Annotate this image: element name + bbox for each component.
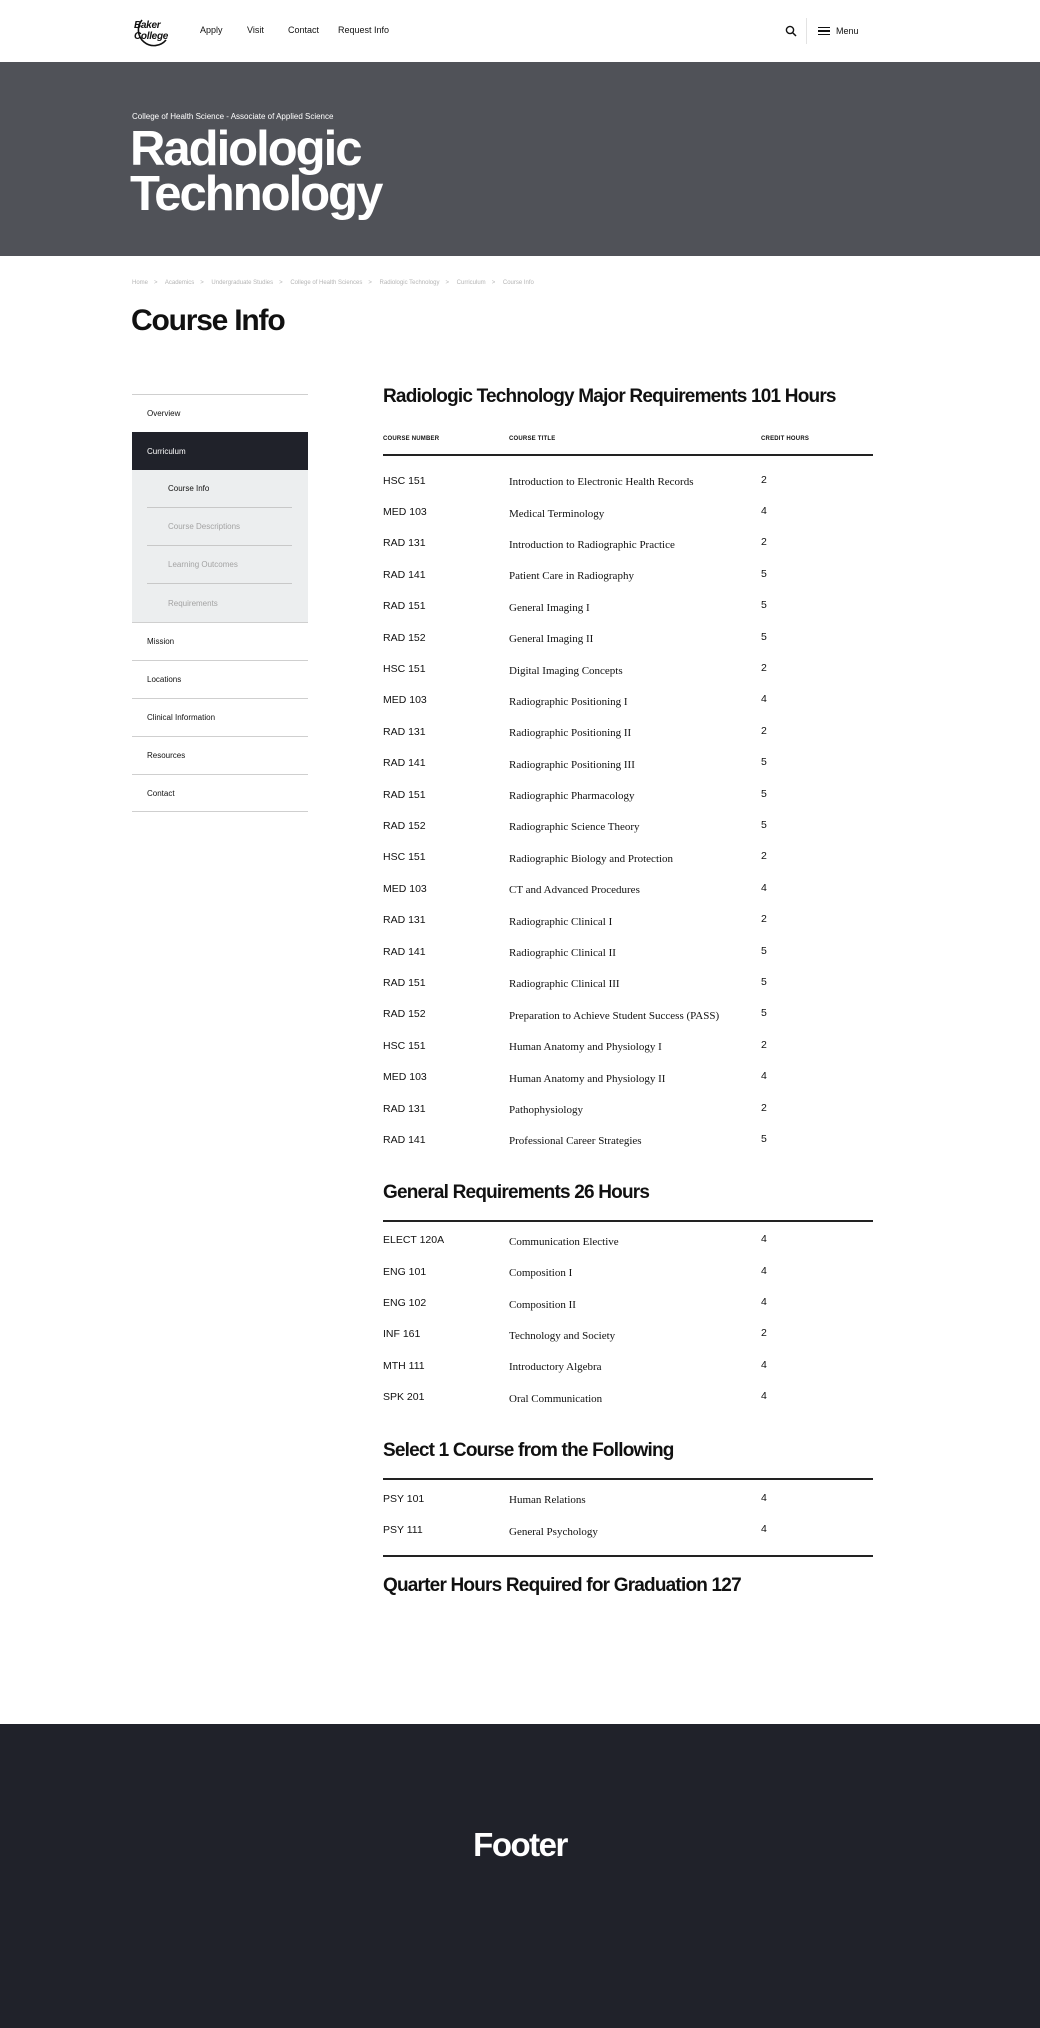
- sidebar-subitem-course-descriptions[interactable]: Course Descriptions: [147, 508, 292, 546]
- select-course-heading: Select 1 Course from the Following: [383, 1439, 674, 1461]
- course-info-content: [383, 386, 873, 1597]
- course-number-cell: RAD 131: [383, 1102, 426, 1115]
- course-title-cell: Radiographic Clinical II: [509, 947, 616, 960]
- table-row: [383, 1256, 873, 1287]
- credit-hours-cell: 5: [761, 944, 767, 957]
- credit-hours-cell: 2: [761, 1038, 767, 1051]
- header-course-number: COURSE NUMBER: [383, 436, 440, 442]
- table-row: [383, 748, 873, 779]
- table-row: [383, 716, 873, 747]
- course-number-cell: INF 161: [383, 1328, 421, 1341]
- credit-hours-cell: 2: [761, 473, 767, 486]
- table-row: [383, 810, 873, 841]
- header-credit-hours: CREDIT HOURS: [761, 436, 810, 442]
- course-title-cell: Communication Elective: [509, 1235, 619, 1248]
- table-row: [383, 1093, 873, 1124]
- course-number-cell: RAD 141: [383, 568, 426, 581]
- table-row: [383, 999, 873, 1030]
- table-row: [383, 685, 873, 716]
- course-title-cell: Composition I: [509, 1267, 573, 1280]
- credit-hours-cell: 4: [761, 1233, 767, 1246]
- course-number-cell: RAD 151: [383, 976, 426, 989]
- sidebar-item-contact[interactable]: Contact: [132, 774, 308, 812]
- table-row: [383, 465, 873, 496]
- course-number-cell: RAD 152: [383, 631, 426, 644]
- credit-hours-cell: 5: [761, 818, 767, 831]
- table-row: [383, 1124, 873, 1155]
- course-number-cell: RAD 141: [383, 757, 426, 770]
- course-title-cell: Medical Terminology: [509, 507, 605, 520]
- course-title-cell: Patient Care in Radiography: [509, 570, 634, 583]
- breadcrumb-item[interactable]: Undergraduate Studies: [211, 280, 274, 286]
- sidebar-submenu: [132, 470, 308, 622]
- credit-hours-cell: 5: [761, 599, 767, 612]
- graduation-hours-heading: Quarter Hours Required for Graduation 127: [383, 1574, 741, 1596]
- sidebar-item-mission[interactable]: Mission: [132, 622, 308, 660]
- sidebar-subitem-learning-outcomes[interactable]: Learning Outcomes: [147, 546, 292, 584]
- credit-hours-cell: 5: [761, 630, 767, 643]
- course-title-cell: General Imaging II: [509, 633, 594, 646]
- header-course-title: COURSE TITLE: [509, 436, 556, 442]
- credit-hours-cell: 2: [761, 662, 767, 675]
- table-row: [383, 1225, 873, 1256]
- breadcrumb-item[interactable]: Radiologic Technology: [379, 280, 440, 286]
- table-row: [383, 1287, 873, 1318]
- course-number-cell: RAD 152: [383, 819, 426, 832]
- course-title-cell: Radiographic Pharmacology: [509, 790, 635, 803]
- table-row: [383, 591, 873, 622]
- credit-hours-cell: 2: [761, 1327, 767, 1340]
- breadcrumb-item[interactable]: Home: [132, 280, 149, 286]
- course-number-cell: ENG 102: [383, 1297, 427, 1310]
- hero-title-line1: Radiologic: [130, 122, 361, 176]
- hero-eyebrow: College of Health Science - Associate of Applied Science: [132, 112, 334, 121]
- table-row: [383, 873, 873, 904]
- breadcrumb-item[interactable]: College of Health Sciences: [290, 280, 363, 286]
- course-title-cell: Professional Career Strategies: [509, 1135, 642, 1148]
- course-number-cell: RAD 131: [383, 537, 426, 550]
- nav-apply[interactable]: Apply: [200, 25, 223, 35]
- course-number-cell: RAD 131: [383, 914, 426, 927]
- table-row: [383, 1483, 873, 1514]
- credit-hours-cell: 4: [761, 1523, 767, 1536]
- table-row: [383, 1319, 873, 1350]
- course-number-cell: HSC 151: [383, 1039, 426, 1052]
- table-row: [383, 1030, 873, 1061]
- hero-banner: [0, 62, 1040, 256]
- general-requirements-table: [383, 1222, 873, 1413]
- course-title-cell: Introductory Algebra: [509, 1361, 602, 1374]
- table-row: [383, 936, 873, 967]
- graduation-rule: [383, 1555, 873, 1557]
- table-row: [383, 779, 873, 810]
- credit-hours-cell: 4: [761, 881, 767, 894]
- course-title-cell: Human Relations: [509, 1494, 586, 1507]
- general-requirements-heading: General Requirements 26 Hours: [383, 1181, 650, 1203]
- course-title-cell: Pathophysiology: [509, 1104, 583, 1116]
- course-title-cell: Radiographic Biology and Protection: [509, 852, 674, 865]
- table-row: [383, 496, 873, 527]
- course-number-cell: MED 103: [383, 1071, 427, 1084]
- sidebar-item-curriculum[interactable]: Curriculum: [132, 432, 308, 470]
- course-number-cell: MTH 111: [383, 1359, 425, 1372]
- course-number-cell: RAD 141: [383, 945, 426, 958]
- table-row: [383, 559, 873, 590]
- table-row: [383, 1514, 873, 1545]
- table-row: [383, 622, 873, 653]
- course-title-cell: General Imaging I: [509, 601, 590, 614]
- course-title-cell: Human Anatomy and Physiology II: [509, 1072, 666, 1085]
- table-row: [383, 653, 873, 684]
- course-title-cell: Radiographic Positioning II: [509, 727, 632, 740]
- major-requirements-heading: Radiologic Technology Major Requirements 101 Hours: [383, 386, 836, 407]
- course-number-cell: RAD 151: [383, 600, 426, 613]
- course-title-cell: Radiographic Science Theory: [509, 821, 640, 834]
- course-number-cell: RAD 151: [383, 788, 426, 801]
- credit-hours-cell: 2: [761, 724, 767, 737]
- course-title-cell: Radiographic Positioning III: [509, 758, 635, 771]
- course-number-cell: RAD 152: [383, 1008, 426, 1021]
- nav-request-info[interactable]: Request Info: [338, 25, 390, 35]
- course-number-cell: HSC 151: [383, 474, 426, 487]
- credit-hours-cell: 2: [761, 1101, 767, 1114]
- site-header: [0, 0, 1040, 62]
- sidebar-subitem-requirements[interactable]: Requirements: [168, 598, 218, 608]
- table-row: [383, 967, 873, 998]
- course-title-cell: Preparation to Achieve Student Success (PASS): [509, 1009, 720, 1022]
- table-row: [383, 1382, 873, 1413]
- breadcrumb-item[interactable]: Academics: [164, 280, 195, 286]
- course-title-cell: Composition II: [509, 1298, 576, 1311]
- credit-hours-cell: 2: [761, 913, 767, 926]
- sidebar-subitem-course-info[interactable]: Course Info: [147, 470, 292, 508]
- credit-hours-cell: 5: [761, 975, 767, 988]
- credit-hours-cell: 4: [761, 1296, 767, 1309]
- course-title-cell: Introduction to Electronic Health Records: [509, 476, 694, 489]
- credit-hours-cell: 4: [761, 1491, 767, 1504]
- menu-button[interactable]: [818, 25, 859, 37]
- search-icon[interactable]: [785, 24, 799, 38]
- breadcrumb: Home > Academics > Undergraduate Studies > College of Health Sciences > Radiologic Technology > Curriculum > Course Info: [132, 280, 534, 286]
- course-number-cell: MED 103: [383, 882, 427, 895]
- course-title-cell: Oral Communication: [509, 1392, 603, 1405]
- course-number-cell: HSC 151: [383, 663, 426, 676]
- credit-hours-cell: 2: [761, 850, 767, 863]
- baker-college-logo[interactable]: [132, 16, 176, 48]
- course-title-cell: Radiographic Clinical I: [509, 915, 613, 928]
- breadcrumb-item[interactable]: Curriculum: [456, 280, 486, 286]
- course-number-cell: SPK 201: [383, 1391, 425, 1404]
- course-number-cell: MED 103: [383, 506, 427, 519]
- credit-hours-cell: 4: [761, 693, 767, 706]
- sidebar-item-locations[interactable]: Locations: [132, 660, 308, 698]
- logo-text: Baker College: [134, 20, 169, 42]
- hero-title-line2: Technology: [130, 167, 382, 221]
- course-title-cell: CT and Advanced Procedures: [509, 884, 640, 897]
- course-title-cell: General Psychology: [509, 1525, 598, 1538]
- table-row: [383, 1350, 873, 1381]
- course-table-header: [383, 436, 873, 456]
- footer-label: Footer: [473, 1826, 567, 1863]
- credit-hours-cell: 4: [761, 505, 767, 518]
- sidebar-item-clinical-information[interactable]: Clinical Information: [132, 698, 308, 736]
- breadcrumb-current: Course Info: [502, 280, 534, 286]
- page-title: Course Info: [131, 304, 285, 337]
- course-number-cell: RAD 141: [383, 1133, 426, 1146]
- major-requirements-table: [383, 456, 873, 1156]
- course-title-cell: Introduction to Radiographic Practice: [509, 538, 675, 551]
- course-number-cell: ENG 101: [383, 1265, 427, 1278]
- course-title-cell: Digital Imaging Concepts: [509, 664, 623, 677]
- menu-label: Menu: [836, 26, 859, 36]
- hamburger-icon: [818, 27, 830, 36]
- table-row: [383, 904, 873, 935]
- credit-hours-cell: 4: [761, 1070, 767, 1083]
- credit-hours-cell: 5: [761, 567, 767, 580]
- section-sidebar: [132, 394, 308, 812]
- sidebar-item-overview[interactable]: Overview: [132, 394, 308, 432]
- course-number-cell: PSY 101: [383, 1492, 425, 1505]
- credit-hours-cell: 5: [761, 1007, 767, 1020]
- course-number-cell: MED 103: [383, 694, 427, 707]
- site-footer: [0, 1724, 1040, 2028]
- credit-hours-cell: 5: [761, 787, 767, 800]
- credit-hours-cell: 5: [761, 756, 767, 769]
- course-title-cell: Human Anatomy and Physiology I: [509, 1041, 662, 1054]
- course-title-cell: Radiographic Positioning I: [509, 695, 628, 708]
- credit-hours-cell: 4: [761, 1390, 767, 1403]
- credit-hours-cell: 4: [761, 1264, 767, 1277]
- nav-contact[interactable]: Contact: [288, 25, 320, 35]
- select-course-table: [383, 1480, 873, 1546]
- credit-hours-cell: 4: [761, 1358, 767, 1371]
- table-row: [383, 1061, 873, 1092]
- course-number-cell: PSY 111: [383, 1524, 423, 1537]
- credit-hours-cell: 2: [761, 536, 767, 549]
- course-number-cell: RAD 131: [383, 725, 426, 738]
- hero-title: [130, 122, 530, 221]
- course-title-cell: Radiographic Clinical III: [509, 978, 620, 991]
- table-row: [383, 528, 873, 559]
- course-number-cell: ELECT 120A: [383, 1234, 445, 1247]
- nav-visit[interactable]: Visit: [247, 25, 264, 35]
- credit-hours-cell: 5: [761, 1132, 767, 1145]
- course-number-cell: HSC 151: [383, 851, 426, 864]
- course-title-cell: Technology and Society: [509, 1329, 616, 1342]
- table-row: [383, 842, 873, 873]
- sidebar-item-resources[interactable]: Resources: [132, 736, 308, 774]
- header-divider: [806, 18, 807, 44]
